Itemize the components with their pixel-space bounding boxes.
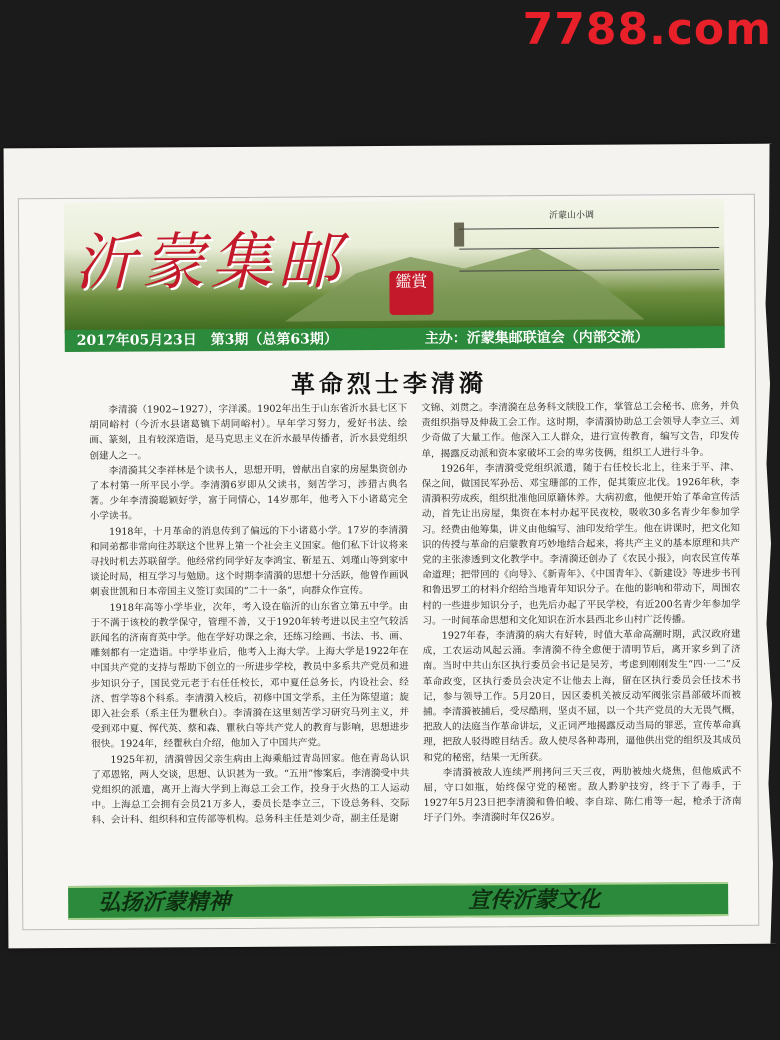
sponsor-text: 主办：沂蒙集邮联谊会（内部交流） [424, 329, 649, 347]
article-column-right [421, 399, 742, 881]
paragraph: 1926年，李清漪受党组织派遣，随于右任校长北上，往来于平、津、保之间，做国民军孙岳、邓宝珊部的工作，促其策应北伐。1926年秋，李清漪积劳成疾，组织批准他回原籍休养。大病初愈，他便开始了革命宣传活动，首先让出房屋，集资在本村办起平民夜校，吸收30多名青少年参加学习。经费由他筹集，讲义由他编写、油印发给学生。他在讲课时，把文化知识的传授与革命的启蒙教育巧妙地结合起来，将共产主义的基本原理和共产党的主张渗透到文化教学中。李清漪还创办了《农民小报》，向农民宣传革命道理；把带回的《向导》、《新青年》、《中国青年》、《新建设》等进步书刊和鲁迅罗工的材料介绍给当地青年知识分子。在他的影响和带动下，周围农村的一些进步知识分子，也先后办起了平民学校，有近200名青少年参加学习。一时间革命思想和文化知识在沂水县西北乡山村广泛传播。 [421, 461, 741, 627]
score-line [459, 269, 719, 272]
score-line [459, 247, 719, 250]
issue-info-bar [65, 326, 725, 352]
paragraph: 1925年初，清漪曾因父亲生病由上海乘船过青岛回家。他在青岛认识了邓恩铭，两人交谈，思想、认识甚为一致。“五卅”惨案后，李清漪受中共党组织的派遣，离开上海大学到上海总工会工作，投身于火热的工人运动中。上海总工会拥有会员21万多人，委员长是李立三，下设总务科、交际科、会计科、组织科和宣传部等机构。总务科主任是刘少奇，副主任是谢 [91, 752, 410, 827]
music-title: 沂蒙山小调 [548, 210, 595, 222]
paragraph: 李清漪被敌人连续严刑拷问三天三夜，两肋被烛火烧焦，但他威武不屈，守口如瓶，始终保守党的秘密。敌人黔驴技穷，终于下了毒手，于1927年5月23日把李清漪和鲁伯峻、李自琮、陈仁甫等一起，枪杀于济南圩子门外。李清漪时年仅26岁。 [423, 765, 742, 825]
slogan-left: 弘扬沂蒙精神 [98, 888, 231, 916]
site-watermark: 7788.com [522, 4, 772, 55]
footer-slogan-bar [68, 882, 728, 920]
paragraph: 1927年春，李清漪的病大有好转，时值大革命高潮时期，武汉政府建成，工农运动风起云涌。李清漪不待全愈便于清明节后，离开家乡到了济南。当时中共山东区执行委员会书记是吴芳，考虑到刚刚发生“四·一二”反革命政变，区执行委员会决定不让他去上海，留在区执行委员会任技术书记，参与领导工作。5月20日，因区委机关被反动军阀张宗昌部破坏而被捕。李清漪被捕后，受尽酷刑，坚贞不屈，以一个共产党员的大无畏气概，把敌人的法庭当作革命讲坛，义正词严地揭露反动当局的罪恶，宣传革命真理，把敌人驳得瞠目结舌。敌人使尽各种毒刑，逼他供出党的组织及其成员和党的秘密，结果一无所获。 [422, 628, 742, 764]
paragraph: 1918年高等小学毕业，次年，考入设在临沂的山东省立第五中学。由于不满于该校的教学保守，管理不善，又于1920年转考进以民主空气较活跃闻名的济南育英中学。他在学好功课之余，还练习绘画、书法、书、画、雕刻都有一定造诣。中学毕业后，他考入上海大学。上海大学是1922年在中国共产党的支持与帮助下创立的一所进步学校，教员中多系共产党员和进步知识分子，国民党元老于右任任校长，邓中夏任总务长，内设社会、经济、哲学等8个科系。李清漪入校后，初修中国文学系，主任为陈望道；旋即入社会系（系主任为瞿秋白）。李清漪在这里刻苦学习研究马列主义，并受到邓中夏、恽代英、蔡和森、瞿秋白等共产党人的教育与影响，思想进步很快。1924年，经瞿秋白介绍，他加入了中国共产党。 [90, 600, 410, 751]
slogan-right: 宣传沂蒙文化 [468, 886, 601, 914]
torn-edge [758, 144, 780, 944]
seal-stamp: 鑑賞 [389, 271, 433, 315]
paragraph: 1918年，十月革命的消息传到了偏远的下小诸葛小学。17岁的李清漪和同弟都非常向往苏联这个世界上第一个社会主义国家。他们私下计议将来寻找时机去苏联留学。他经常约同学好友李鸿宝、靳星五、刘瑾山等到家中谈论时局，相互学习与勉励。这个时期李清漪的思想十分活跃，他曾作画讽刺袁世凯和日本帝国主义签订卖国的“二十一条”，向群众作宣传。 [89, 524, 409, 599]
article-column-left [89, 401, 410, 883]
paragraph: 李清漪其父李祥林是个读书人，思想开明，曾献出自家的房屋集资创办了本村第一所平民小学。李清漪6岁即从父读书，刻苦学习，涉猎古典名著。少年李清漪聪颖好学，富于同情心，14岁那年，他考入下小诸葛完全小学读书。 [89, 463, 408, 523]
article-title: 革命烈士李清漪 [290, 368, 488, 399]
newspaper-sheet [4, 144, 777, 949]
masthead-banner [64, 199, 725, 333]
music-score [459, 207, 720, 299]
masthead-title: 沂蒙集邮 [74, 224, 347, 299]
paragraph: 李清漪（1902~1927），字洋溪。1902年出生于山东省沂水县七区下胡同峪村（今沂水县诸葛镇下胡同峪村）。早年学习努力，爱好书法、绘画、篆刻，且有较深造诣，是马克思主义在沂水最早传播者，沂水县党组织创建人之一。 [89, 402, 408, 462]
paragraph: 文锦、刘贯之。李清漪在总务科文牍股工作，掌管总工会秘书、庶务，并负责组织指导及伸裁工会工作。这时期，李清漪协助总工会领导人李立三、刘少奇做了大量工作。他深入工人群众，进行宣传教育，编写文告，印发传单，揭露反动派和资本家破坏工会的卑劣伎俩，组织工人进行斗争。 [421, 400, 740, 460]
score-line [459, 227, 719, 230]
issue-date: 2017年05月23日 第3期（总第63期） [76, 331, 338, 349]
